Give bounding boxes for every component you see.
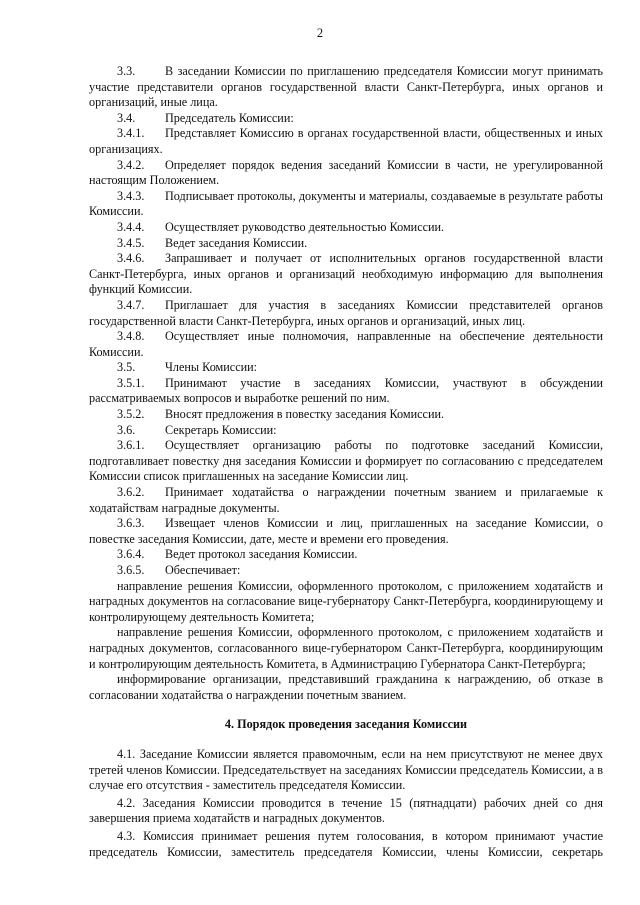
paragraph [89, 376, 603, 407]
paragraph: 4.2. Заседания Комиссии проводится в течение 15 (пятнадцати) рабочих дней со дня завершения приема ходатайств и наградных документов. [89, 795, 603, 826]
paragraph-number: 3.4.3. [117, 188, 145, 203]
paragraph [89, 298, 603, 329]
paragraph-number: 3.6.3. [117, 516, 145, 531]
paragraph-number: 3.6.5. [117, 563, 145, 577]
paragraph-number: 3.5. [117, 360, 136, 375]
paragraph [89, 220, 603, 236]
paragraph-number: 3.3. [117, 64, 136, 78]
paragraph-number: 3.6.4. [117, 547, 145, 562]
paragraph-number: 3.6.2. [117, 485, 145, 500]
paragraph-text: Секретарь Комиссии: [165, 422, 277, 437]
paragraph [89, 111, 603, 127]
paragraph [89, 329, 603, 360]
paragraph [89, 407, 603, 423]
paragraph-text: направление решения Комиссии, оформленного протоколом, с приложением ходатайств и наградных документов на согласование вице-губернатору Санкт-Петербурга, координирующему и контролирующему деятельность Комитета; [89, 578, 603, 624]
paragraph [89, 64, 603, 111]
paragraph-text: Подписывает протоколы, документы и материалы, создаваемые в результате работы Комиссии. [89, 188, 603, 219]
paragraph-number: 3.5.2. [117, 407, 145, 422]
paragraph-text: Извещает членов Комиссии и лиц, приглашенных на заседание Комиссии, о повестке заседания Комиссии, дате, месте и времени его проведения. [89, 516, 603, 546]
paragraph-number: 3.4.8. [117, 329, 145, 344]
paragraph-text: Принимают участие в заседаниях Комиссии, участвуют в обсуждении рассматриваемых вопросов и выработке решений по ним. [89, 375, 603, 406]
paragraph-text: Председатель Комиссии: [165, 110, 294, 125]
paragraph [89, 158, 603, 189]
paragraph-text: Вносят предложения в повестку заседания Комиссии. [165, 407, 445, 422]
paragraph-number: 3.4.6. [117, 251, 145, 266]
section-4-heading: 4. Порядок проведения заседания Комиссии [224, 717, 468, 732]
paragraph-number: 3.5.1. [117, 375, 145, 390]
paragraph-number: 3.4.1. [117, 126, 145, 141]
paragraph-text: Члены Комиссии: [165, 360, 258, 375]
paragraph-number: 3.4.4. [117, 219, 145, 234]
paragraph-text: Ведет заседания Комиссии. [165, 235, 308, 250]
paragraph-text: В заседании Комиссии по приглашению председателя Комиссии могут принимать участие представители органов государственной власти Санкт-Петербурга, иных органов и организаций, иные лица. [89, 64, 603, 110]
paragraph [89, 516, 603, 547]
paragraph [89, 236, 603, 252]
paragraph [89, 251, 603, 298]
paragraph-text: Ведет протокол заседания Комиссии. [165, 547, 358, 562]
paragraph-text: Представляет Комиссию в органах государственной власти, общественных и иных организациях. [89, 126, 603, 156]
document-body [89, 64, 603, 862]
paragraph [89, 126, 603, 157]
paragraph [89, 547, 603, 563]
paragraph-text: Осуществляет руководство деятельностью Комиссии. [165, 219, 445, 234]
paragraph-text: направление решения Комиссии, оформленного протоколом, с приложением ходатайств и наградных документов, согласованного вице-губернатором Санкт-Петербурга, координирующим и контролирующим деятельность Комитета, в Администрацию Губернатора Санкт-Петербурга; [89, 625, 603, 671]
paragraph-text: Запрашивает и получает от исполнительных органов государственной власти Санкт-Петербурга, иных органов и организаций необходимую информацию для выполнения функций Комиссии. [89, 251, 603, 297]
paragraph-text: Обеспечивает: [165, 563, 241, 577]
paragraph [89, 625, 603, 672]
paragraph-text: Осуществляет иные полномочия, направленные на обеспечение деятельности Комиссии. [89, 329, 603, 359]
paragraph-number: 3.4. [117, 110, 136, 125]
paragraph-number: 3.6.1. [117, 438, 145, 453]
paragraph [89, 485, 603, 516]
paragraph-number: 3.4.7. [117, 297, 145, 312]
paragraph [89, 423, 603, 439]
paragraph: 4.3. Комиссия принимает решения путем голосования, в котором принимают участие председатель Комиссии, заместитель председателя Комиссии, члены Комиссии, секретарь [89, 828, 603, 859]
section-3-items [89, 64, 603, 703]
paragraph: 4.1. Заседание Комиссии является правомочным, если на нем присутствуют не менее двух третей членов Комиссии. Председательствует на заседаниях Комиссии председатель Комиссии, а в случае его отсутствия - заместитель председателя Комиссии. [89, 746, 603, 793]
paragraph [89, 438, 603, 485]
paragraph-number: 3.4.5. [117, 235, 145, 250]
paragraph [89, 360, 603, 376]
paragraph [89, 189, 603, 220]
paragraph-text: Определяет порядок ведения заседаний Комиссии в части, не урегулированной настоящим Положением. [89, 157, 603, 188]
page-number: 2 [316, 26, 324, 40]
paragraph-text: Принимает ходатайства о награждении почетным званием и прилагаемые к ходатайствам наградные документы. [89, 485, 603, 515]
section-4-items [89, 747, 603, 860]
paragraph [89, 579, 603, 626]
paragraph-text: информирование организации, представивший гражданина к награждению, об отказе в согласовании ходатайства о награждении почетным званием. [89, 672, 603, 702]
paragraph [89, 672, 603, 703]
paragraph-text: Осуществляет организацию работы по подготовке заседаний Комиссии, подготавливает повестку дня заседания Комиссии и формирует по согласованию с председателем Комиссии список приглашенных на заседание Комиссии лиц. [89, 438, 603, 484]
paragraph-text: Приглашает для участия в заседаниях Комиссии представителей органов государственной власти Санкт-Петербурга, иных органов и организаций, иных лиц. [89, 297, 603, 328]
paragraph-number: 3.4.2. [117, 157, 145, 172]
paragraph [89, 563, 603, 579]
paragraph-number: 3.6. [117, 422, 136, 437]
